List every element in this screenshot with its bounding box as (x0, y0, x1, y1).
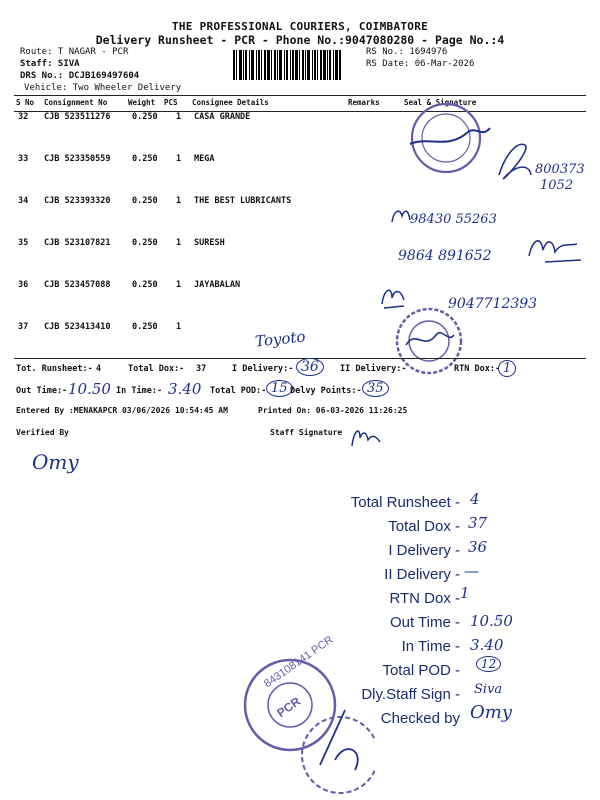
signature-scribble (390, 206, 412, 226)
row-consignment: CJB 523350559 (44, 154, 111, 164)
stamp-value: 3.40 (470, 636, 504, 654)
row-consignee: SURESH (194, 238, 225, 248)
stamp-value-circled: 12 (476, 656, 501, 672)
row-consignee: JAYABALAN (194, 280, 241, 290)
total-dox-label: Total Dox:- (128, 364, 185, 374)
row-sno: 32 (18, 112, 29, 122)
route: Route: T NAGAR - PCR (20, 47, 129, 57)
stamp-value: 37 (468, 514, 488, 532)
row-weight: 0.250 (132, 154, 158, 164)
rs-number: RS No.: 1694976 (366, 47, 448, 57)
out-time-value: 10.50 (68, 380, 111, 398)
svg-text:PCR: PCR (274, 694, 304, 721)
stamp-label: Total Dox - (388, 518, 460, 535)
in-time-value: 3.40 (168, 380, 202, 398)
runsheet-title: Delivery Runsheet - PCR - Phone No.:9047080280 - Page No.:4 (95, 33, 505, 47)
round-seal-stamp (398, 98, 508, 178)
row-consignee: CASA GRANDE (194, 112, 251, 122)
barcode (233, 50, 359, 80)
row-sno: 34 (18, 196, 29, 206)
i-delivery-circled: 36 (296, 358, 324, 376)
delvy-points-value (362, 380, 389, 397)
stamp-label: Total Runsheet - (350, 494, 460, 511)
handwritten-phone: 98430 55263 (410, 212, 497, 227)
row-sno: 33 (18, 154, 29, 164)
handwritten-note: 800373 (535, 162, 585, 177)
row-consignment: CJB 523107821 (44, 238, 111, 248)
handwritten-note: Toyoto (254, 327, 307, 351)
stamp-label: In Time - (401, 638, 460, 655)
total-dox-value: 37 (196, 364, 207, 374)
i-delivery-label: I Delivery:- (232, 364, 294, 374)
stamp-value: — (464, 562, 479, 580)
handwritten-phone: 9047712393 (448, 296, 538, 312)
row-consignee: THE BEST LUBRICANTS (194, 196, 292, 206)
row-weight: 0.250 (132, 280, 158, 290)
row-consignment: CJB 523457088 (44, 280, 111, 290)
col-consignee: Consignee Details (192, 98, 269, 107)
stamp-value: 1 (460, 584, 470, 602)
out-time-label: Out Time:- (16, 386, 68, 396)
stamp-label: RTN Dox - (389, 590, 460, 607)
delvy-points-label: Delvy Points:- (290, 386, 362, 396)
row-pcs: 1 (176, 280, 182, 290)
rtn-dox-value (498, 360, 516, 377)
signature-scribble (525, 232, 585, 272)
tot-runsheet-value: 4 (96, 364, 102, 374)
total-pod-circled: 15 (266, 380, 293, 397)
col-seal-signature: Seal & Signature (404, 98, 477, 107)
tot-runsheet-label: Tot. Runsheet:- (16, 364, 93, 374)
printed-on: Printed On: 06-03-2026 11:26:25 (258, 406, 408, 415)
col-weight: Weight (128, 98, 156, 107)
stamp-value: Omy (470, 702, 512, 723)
verified-signature: Omy (32, 450, 79, 474)
row-pcs: 1 (176, 322, 182, 332)
row-sno: 36 (18, 280, 29, 290)
vehicle: Vehicle: Two Wheeler Delivery (24, 83, 182, 93)
stamp-label: Total POD - (382, 662, 460, 679)
row-weight: 0.250 (132, 322, 158, 332)
col-consignment: Consignment No (44, 98, 108, 107)
handwritten-note: 1052 (540, 178, 574, 193)
stamp-number: 843108141 PCR (261, 633, 336, 691)
entered-by: Entered By :MENAKAPCR 03/06/2026 10:54:45 AM (16, 406, 228, 415)
handwritten-phone: 9864 891652 (398, 248, 492, 264)
col-sno: S No (16, 98, 35, 107)
company-name: THE PROFESSIONAL COURIERS, COIMBATORE (171, 20, 429, 33)
in-time-label: In Time:- (116, 386, 163, 396)
col-pcs: PCS (164, 98, 178, 107)
row-pcs: 1 (176, 112, 182, 122)
drs-number: DRS No.: DCJB169497604 (20, 71, 140, 81)
row-pcs: 1 (176, 196, 182, 206)
stamp-label: II Delivery - (384, 566, 460, 583)
staff: Staff: SIVA (20, 59, 80, 69)
row-weight: 0.250 (132, 238, 158, 248)
stamp-value: 10.50 (470, 612, 513, 630)
row-weight: 0.250 (132, 196, 158, 206)
round-pcr-stamp (225, 650, 375, 795)
verified-by-label: Verified By (16, 428, 69, 437)
ii-delivery-label: II Delivery:- (340, 364, 407, 374)
total-pod-label: Total POD:- (210, 386, 267, 396)
stamp-value: Siva (474, 682, 503, 697)
row-sno: 37 (18, 322, 29, 332)
delvy-points-circled: 35 (362, 380, 389, 397)
staff-signature-label: Staff Signature (270, 428, 343, 437)
row-consignment: CJB 523413410 (44, 322, 111, 332)
row-consignment: CJB 523393320 (44, 196, 111, 206)
stamp-label: Out Time - (389, 614, 460, 631)
col-remarks: Remarks (348, 98, 380, 107)
i-delivery-value (296, 358, 324, 376)
row-weight: 0.250 (132, 112, 158, 122)
row-pcs: 1 (176, 238, 182, 248)
row-consignee: MEGA (194, 154, 215, 164)
stamp-value: 4 (470, 490, 480, 508)
stamp-label: Dly.Staff Sign - (361, 686, 460, 703)
stamp-label: Checked by (380, 710, 460, 727)
total-pod-value (266, 380, 293, 397)
rtn-dox-label: RTN Dox:- (454, 364, 501, 374)
row-consignment: CJB 523511276 (44, 112, 111, 122)
signature-scribble (495, 135, 535, 185)
rs-date: RS Date: 06-Mar-2026 (366, 59, 475, 69)
staff-signature (348, 424, 384, 450)
row-sno: 35 (18, 238, 29, 248)
row-pcs: 1 (176, 154, 182, 164)
stamp-value: 36 (468, 538, 488, 556)
stamp-label: I Delivery - (388, 542, 460, 559)
stamp-value (476, 656, 501, 672)
rtn-dox-circled: 1 (498, 360, 516, 377)
